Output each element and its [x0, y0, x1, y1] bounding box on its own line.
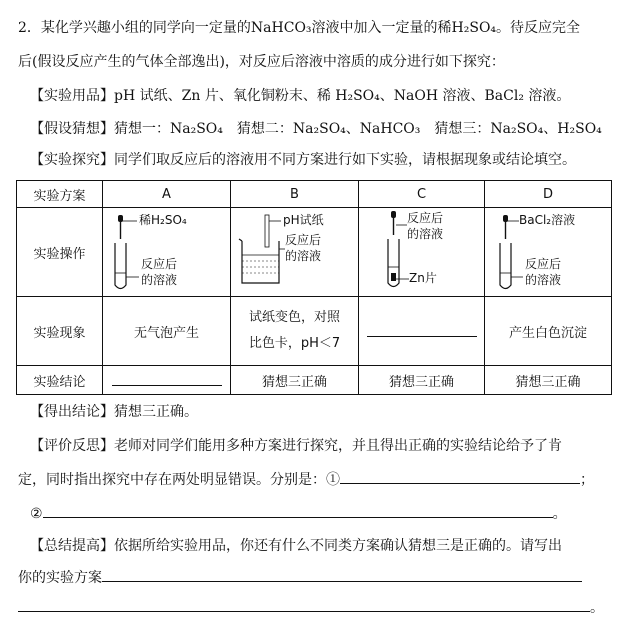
- reagent-label-b: pH试纸: [283, 213, 324, 227]
- explore-label: 【实验探究】: [30, 152, 114, 168]
- question-intro-text-1: 某化学兴趣小组的同学向一定量的NaHCO₃溶液中加入一定量的稀H₂SO₄。待反应完全: [40, 20, 581, 36]
- scheme-d: D: [485, 181, 612, 208]
- reflection-end-1: ；: [580, 472, 594, 488]
- reflection-line-3: [30, 502, 567, 524]
- reflection-end-2: 。: [552, 506, 567, 522]
- phenomenon-b-line-1: 试纸变色，对照: [248, 310, 340, 325]
- solution-label-d-1: 反应后: [525, 257, 562, 271]
- hypothesis-text: 猜想一：Na₂SO₄ 猜想二：Na₂SO₄、NaHCO₃ 猜想三：Na₂SO₄、H₂SO₄: [114, 121, 602, 137]
- row-header-conclusion: 实验结论: [17, 366, 103, 395]
- summary-end: 。: [590, 600, 604, 616]
- conclusion-a-answer-blank[interactable]: [112, 371, 222, 386]
- reflection-answer-blank-2[interactable]: [43, 502, 553, 518]
- question-intro-line-1: [18, 18, 580, 38]
- scheme-a: A: [103, 181, 231, 208]
- solution-label-a-1: 反应后: [141, 257, 178, 271]
- summary-answer-blank-1[interactable]: [102, 566, 582, 582]
- phenomenon-c: [359, 297, 485, 366]
- solution-label-c-1: 反应后: [407, 211, 444, 225]
- conclusion-c: 猜想三正确: [359, 366, 485, 395]
- question-number: 2．: [18, 20, 41, 36]
- reflection-answer-blank-1[interactable]: [340, 468, 580, 484]
- reflection-label: 【评价反思】: [30, 438, 114, 454]
- reflection-text-1: 老师对同学们能用多种方案进行探究，并且得出正确的实验结论给予了肯: [114, 438, 562, 454]
- solution-label-a-2: 的溶液: [141, 273, 178, 287]
- hypothesis-line: [30, 119, 602, 139]
- scheme-b: B: [231, 181, 359, 208]
- summary-line-1: [30, 536, 562, 556]
- hypothesis-label: 【假设猜想】: [30, 121, 114, 137]
- explore-line: [30, 150, 576, 170]
- phenomenon-c-answer-blank[interactable]: [367, 322, 477, 337]
- conclusion-b: 猜想三正确: [231, 366, 359, 395]
- summary-line-2: [18, 566, 582, 588]
- reagent-label-c: Zn片: [409, 271, 437, 285]
- solution-label-d-2: 的溶液: [525, 273, 562, 287]
- conclusion-label: 【得出结论】: [30, 404, 114, 420]
- solution-label-b-1: 反应后: [285, 233, 322, 247]
- summary-line-3: [18, 596, 604, 618]
- row-header-scheme: 实验方案: [17, 181, 103, 208]
- reflection-text-2: 定，同时指出探究中存在两处明显错误。分别是：①: [18, 472, 340, 488]
- solution-label-b-2: 的溶液: [285, 249, 322, 263]
- conclusion-d: 猜想三正确: [485, 366, 612, 395]
- question-intro-line-2: 后(假设反应产生的气体全部逸出)，对反应后溶液中溶质的成分进行如下探究：: [18, 54, 505, 70]
- materials-text: pH 试纸、Zn 片、氧化铜粉末、稀 H₂SO₄、NaOH 溶液、BaCl₂ 溶液。: [114, 88, 571, 104]
- summary-label: 【总结提高】: [30, 538, 114, 554]
- apparatus-d: [485, 209, 611, 295]
- summary-answer-blank-2[interactable]: [18, 596, 590, 612]
- solution-label-c-2: 的溶液: [407, 227, 444, 241]
- conclusion-line: [30, 402, 198, 422]
- phenomenon-a: 无气泡产生: [103, 297, 231, 366]
- scheme-c: C: [359, 181, 485, 208]
- summary-text-2: 你的实验方案: [18, 570, 102, 586]
- operation-d: [485, 208, 612, 297]
- table-row: [17, 366, 612, 395]
- reagent-label-d: BaCl₂溶液: [519, 213, 576, 227]
- operation-c: [359, 208, 485, 297]
- row-header-phenomenon: 实验现象: [17, 297, 103, 366]
- phenomenon-b: [231, 297, 359, 366]
- apparatus-c: [359, 209, 484, 295]
- materials-line: [30, 86, 570, 106]
- conclusion-text: 猜想三正确。: [114, 404, 198, 420]
- materials-label: 【实验用品】: [30, 88, 114, 104]
- reflection-mark-2: ②: [30, 506, 43, 522]
- table-row: [17, 297, 612, 366]
- apparatus-b: [231, 209, 358, 295]
- explore-text: 同学们取反应后的溶液用不同方案进行如下实验，请根据现象或结论填空。: [114, 152, 576, 168]
- phenomenon-b-line-2: 比色卡，pH＜7: [248, 336, 341, 351]
- table-row: [17, 181, 612, 208]
- phenomenon-d: 产生白色沉淀: [485, 297, 612, 366]
- reflection-line-1: [30, 436, 562, 456]
- table-row: [17, 208, 612, 297]
- reflection-line-2: [18, 468, 594, 490]
- conclusion-a: [103, 366, 231, 395]
- summary-text-1: 依据所给实验用品，你还有什么不同类方案确认猜想三是正确的。请写出: [114, 538, 562, 554]
- operation-a: [103, 208, 231, 297]
- reagent-label-a: 稀H₂SO₄: [139, 213, 187, 227]
- experiment-table: [16, 180, 612, 395]
- apparatus-a: [103, 209, 230, 295]
- operation-b: [231, 208, 359, 297]
- row-header-operation: 实验操作: [17, 208, 103, 297]
